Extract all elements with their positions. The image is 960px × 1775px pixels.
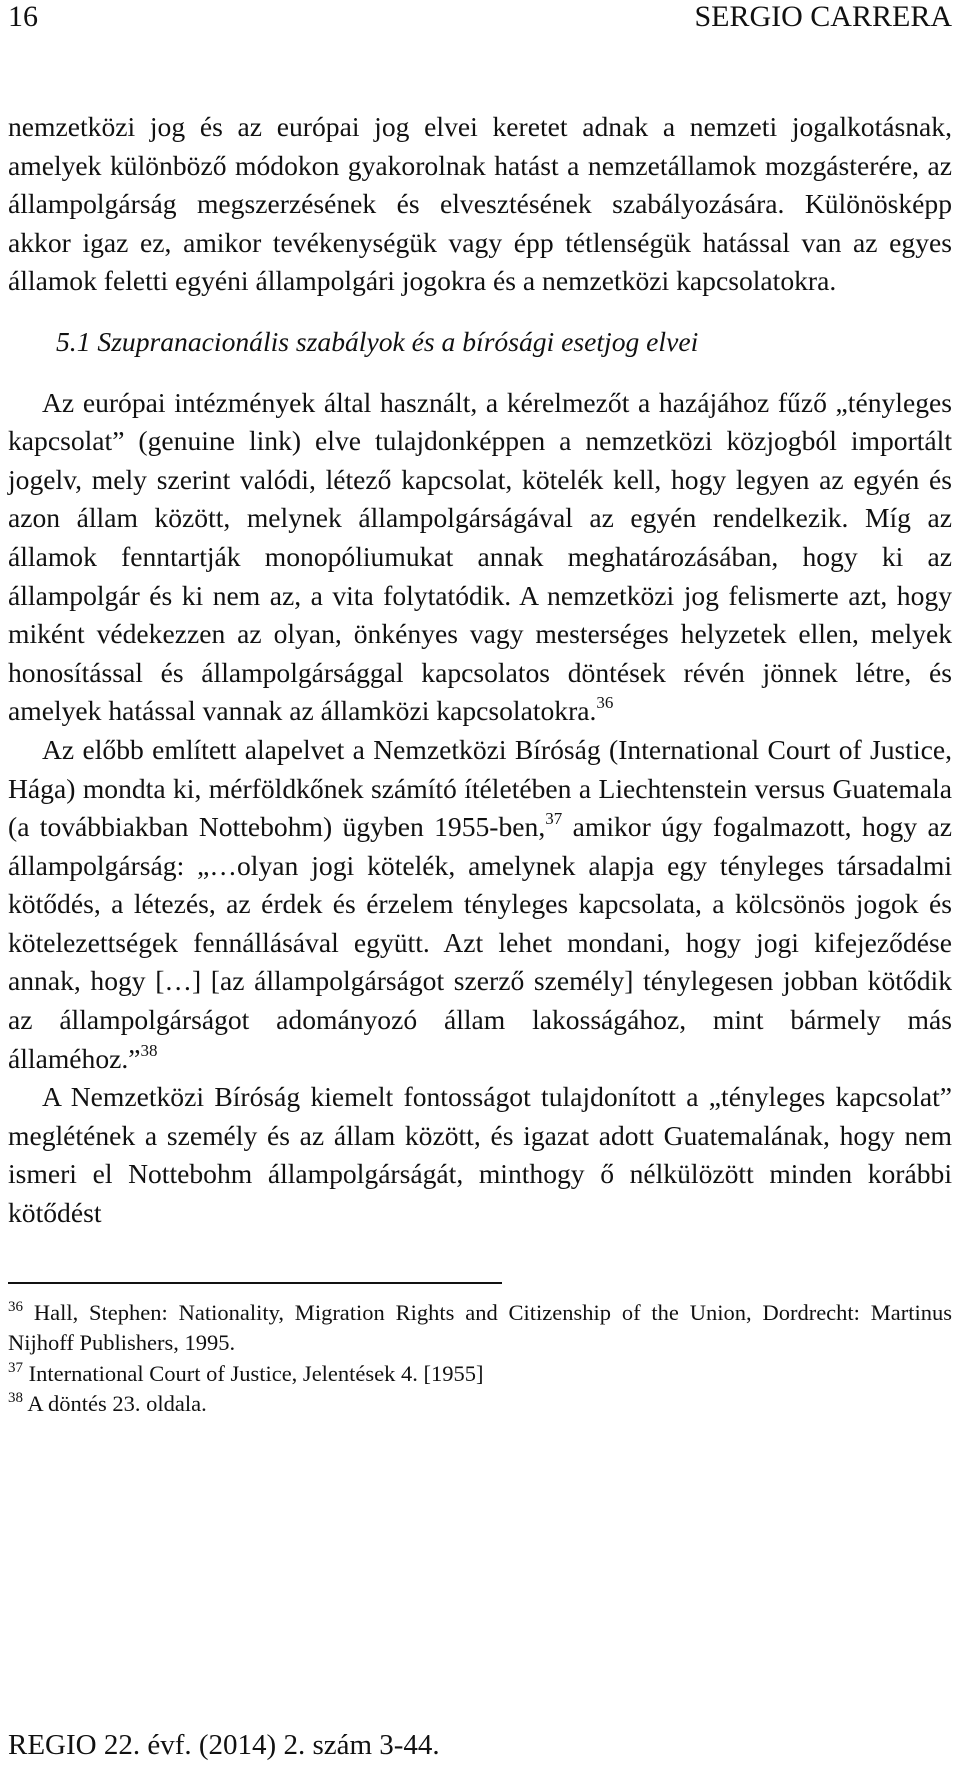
footnotes [8, 1298, 952, 1420]
footnote-divider [8, 1282, 502, 1284]
footnote-38 [8, 1389, 952, 1420]
section-heading: 5.1 Szupranacionális szabályok és a bírósági esetjog elvei [56, 325, 699, 357]
footnote-text: A döntés 23. oldala. [23, 1391, 207, 1417]
running-footer: REGIO 22. évf. (2014) 2. szám 3-44. [8, 1729, 440, 1761]
footnote-36 [8, 1298, 952, 1359]
footnote-number: 37 [8, 1359, 23, 1376]
footnote-text: International Court of Justice, Jelentések 4. [1955] [23, 1360, 484, 1386]
intro-paragraph: nemzetközi jog és az európai jog elvei keretet adnak a nemzeti jogalkotásnak, amelyek különböző módokon gyakorolnak hatást a nemzetállamok mozgásterére, az állampolgárság megszerzésének és elvesztésének szabályozására. Különösképp akkor igaz ez, amikor tevékenységük vagy épp tétlenségük hatással van az egyes államok feletti egyéni állampolgári jogokra és a nemzetközi kapcsolatokra. [8, 111, 952, 297]
footnote-number: 38 [8, 1390, 23, 1407]
page-number: 16 [8, 0, 38, 33]
paragraph-text: Az európai intézmények által használt, a kérelmezőt a hazájához fűző „tényleges kapcsolat” (genuine link) elve tulajdonképpen a nemzetközi közjogból importált jogelv, mely szerint valódi, létező kapcsolat, kötelék kell, hogy legyen az egyén és azon állam között, melynek állampolgárságával az egyén rendelkezik. Míg az államok fenntartják monopóliumukat annak meghatározásában, hogy ki az állampolgár és ki nem az, a vita folytatódik. A nemzetközi jog felismerte azt, hogy miként védekezzen az olyan, önkényes vagy mesterséges helyzetek ellen, melyek honosítással és állampolgársággal kapcsolatos döntések révén jönnek létre, és amelyek hatással vannak az államközi kapcsolatokra. [8, 386, 952, 727]
body-text [8, 108, 952, 1233]
header-author: SERGIO CARRERA [694, 0, 952, 33]
footnote-37 [8, 1359, 952, 1390]
paragraph-court-ruling: A Nemzetközi Bíróság kiemelt fontosságot tulajdonított a „tényleges kapcsolat” meglétének a személy és az állam között, és igazat adott Guatemalának, hogy nem ismeri el Nottebohm állampolgárságát, minthogy ő nélkülözött minden korábbi kötődést [8, 1081, 952, 1229]
paragraph-text: Az előbb említett alapelvet a Nemzetközi Bíróság (International Court of Justice, Hága) mondta ki, mérföldkőnek számító ítéletében a Liechtenstein versus Guatemala (a továbbiakban Nottebohm) ügyben 1955-ben, [8, 733, 952, 843]
paragraph-nottebohm [8, 731, 952, 1078]
footnote-number: 36 [8, 1298, 23, 1315]
footnote-text: Hall, Stephen: Nationality, Migration Rights and Citizenship of the Union, Dordrecht: Martinus Nijhoff Publishers, 1995. [8, 1299, 952, 1356]
paragraph-genuine-link [8, 384, 952, 731]
footnote-reference[interactable]: 36 [596, 693, 614, 713]
document-page [8, 0, 952, 1420]
running-header [8, 0, 952, 34]
footnote-reference[interactable]: 37 [545, 809, 563, 829]
paragraph-text: amikor úgy fogalmazott, hogy az állampolgárság: „…olyan jogi kötelék, amelynek alapja egy tényleges társadalmi kötődés, a létezés, az érdek és érzelem tényleges kapcsolata, a kölcsönös jogok és kötelezettségek fennállásával együtt. Azt lehet mondani, hogy jogi kifejeződése annak, hogy […] [az állampolgárságot szerző személy] ténylegesen jobban kötődik az állampolgárságot adományozó állam lakosságához, mint bármely más államéhoz.” [8, 811, 952, 1074]
footnote-reference[interactable]: 38 [140, 1040, 158, 1060]
